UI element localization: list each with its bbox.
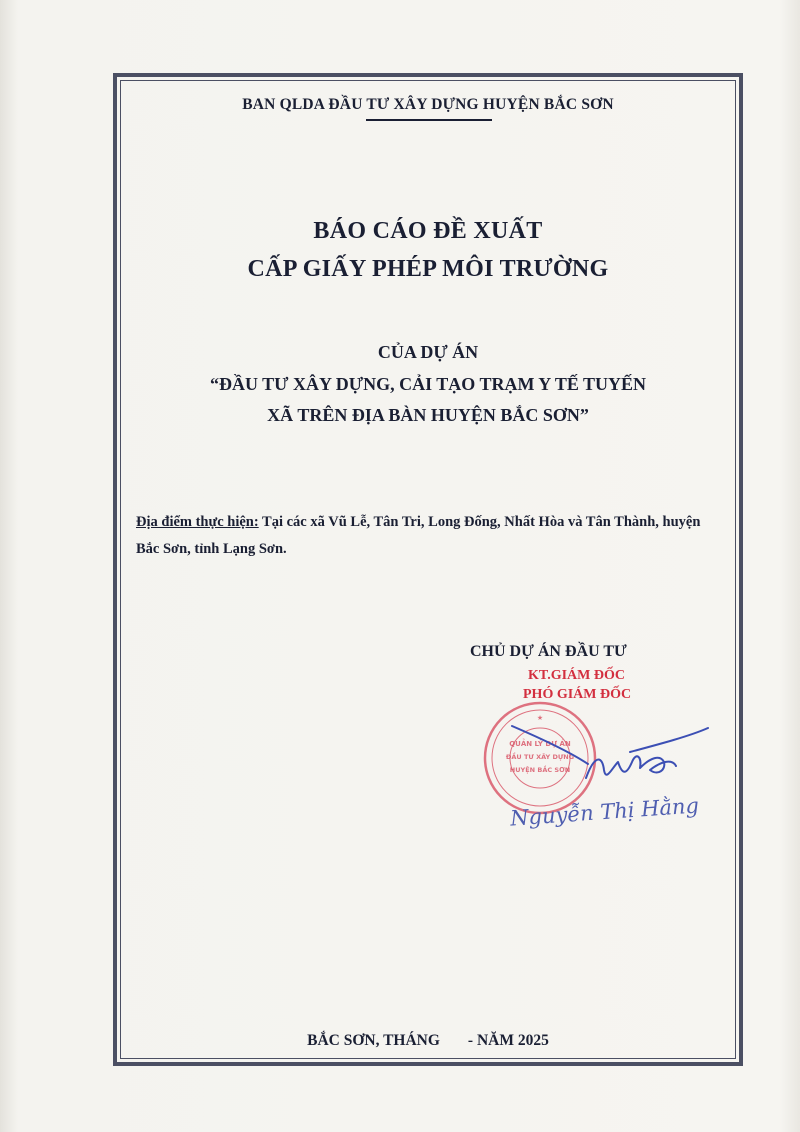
year: - NĂM 2025	[467, 1032, 549, 1049]
place-month: BẮC SƠN, THÁNG	[307, 1032, 440, 1049]
project-name-line1: “ĐẦU TƯ XÂY DỰNG, CẢI TẠO TRẠM Y TẾ TUYẾN	[209, 374, 647, 394]
organization-underline	[366, 119, 492, 121]
organization-name: BAN QLDA ĐẦU TƯ XÂY DỰNG HUYỆN BẮC SƠN	[242, 96, 614, 113]
report-title-line2: CẤP GIẤY PHÉP MÔI TRƯỜNG	[247, 256, 609, 282]
seal-text-3: HUYỆN BẮC SƠN	[509, 766, 571, 774]
place-and-date	[120, 1032, 736, 1050]
on-behalf-label: KT.GIÁM ĐỐC	[528, 668, 625, 683]
seal-text-2: ĐẦU TƯ XÂY DỰNG	[505, 753, 575, 761]
seal-text-1: QUẢN LÝ DỰ ÁN	[509, 740, 571, 748]
handwritten-signature-icon	[500, 718, 710, 798]
report-title-line1: BÁO CÁO ĐỀ XUẤT	[313, 218, 543, 244]
signer-name: Nguyễn Thị Hằng	[509, 793, 700, 831]
location-text: Tại các xã Vũ Lễ, Tân Tri, Long Đống, Nhất Hòa và Tân Thành, huyện Bắc Sơn, tỉnh Lạng Sơn.	[136, 514, 701, 557]
project-label: CỦA DỰ ÁN	[377, 342, 479, 362]
svg-text:★: ★	[536, 714, 544, 722]
project-name-line2: XÃ TRÊN ĐỊA BÀN HUYỆN BẮC SƠN”	[267, 405, 589, 425]
project-location	[136, 509, 726, 563]
signer-position: PHÓ GIÁM ĐỐC	[523, 687, 632, 702]
project-owner-title: CHỦ DỰ ÁN ĐẦU TƯ	[470, 643, 627, 660]
location-label: Địa điểm thực hiện:	[136, 514, 259, 530]
